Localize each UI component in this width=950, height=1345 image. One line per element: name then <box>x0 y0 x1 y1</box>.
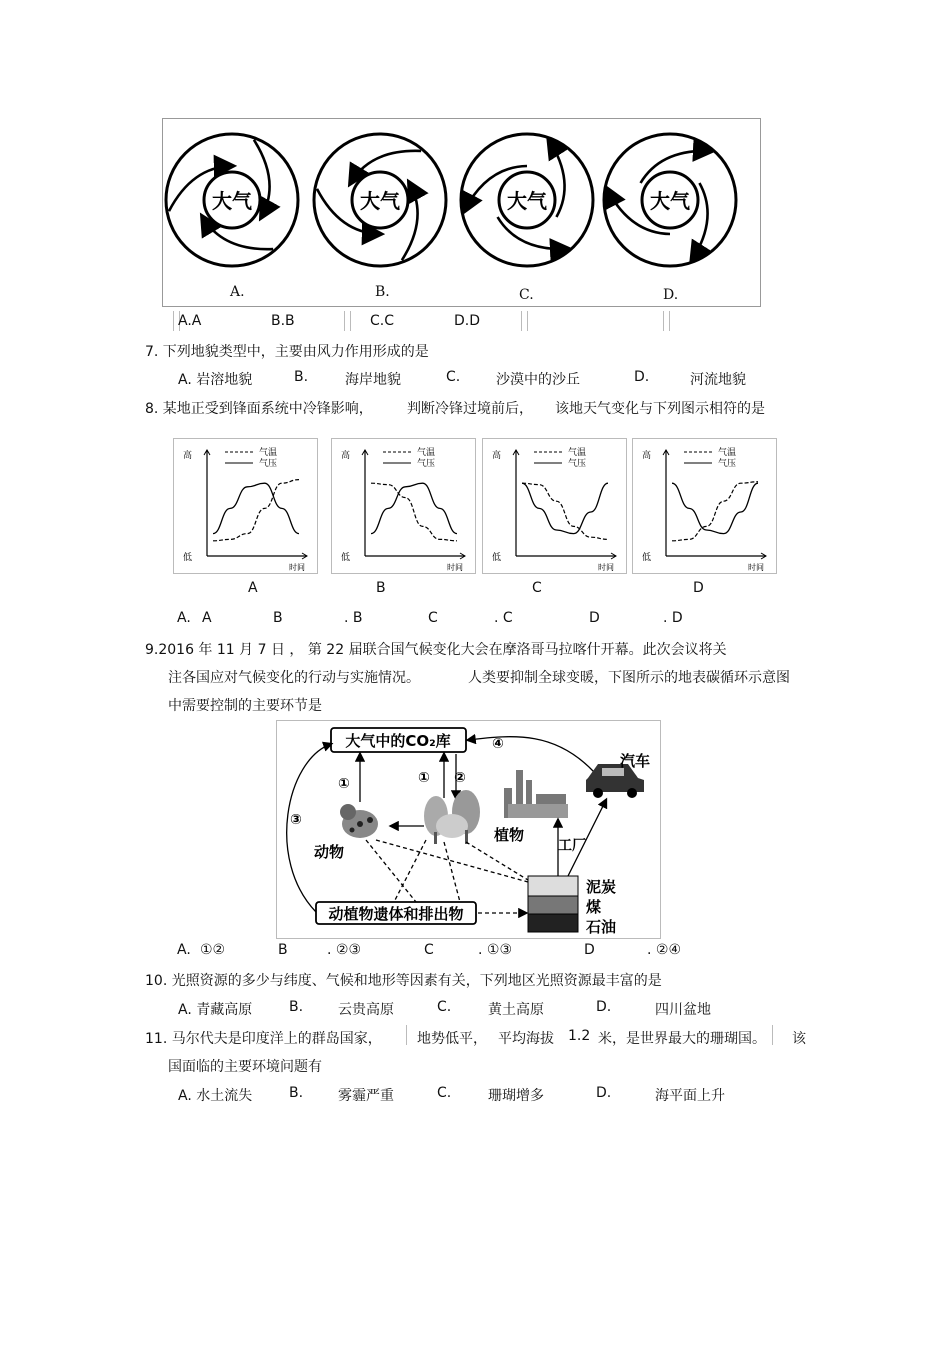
q11-option-b-text[interactable]: 雾霾严重 <box>338 1088 394 1104</box>
q7-option-b-text[interactable]: 海岸地貌 <box>345 372 401 388</box>
q8-stem-3: 该地天气变化与下列图示相符的是 <box>555 401 765 417</box>
axis-time: 时间 <box>598 563 614 572</box>
atmosphere-label: 大气 <box>650 189 690 213</box>
q9-option-b[interactable]: . ②③ <box>327 942 362 958</box>
q8-option-d-letter[interactable]: D <box>589 610 600 626</box>
q11-option-d-letter[interactable]: D. <box>596 1085 612 1101</box>
q7-stem: 7. 下列地貌类型中，主要由风力作用形成的是 <box>145 344 429 360</box>
q7-option-c-text[interactable]: 沙漠中的沙丘 <box>496 372 580 388</box>
factory-icon <box>504 770 568 818</box>
axis-low: 低 <box>341 553 351 563</box>
q9-option-d-letter[interactable]: D <box>584 942 595 958</box>
q10-option-c-letter[interactable]: C. <box>437 999 452 1015</box>
axis-high: 高 <box>492 451 502 461</box>
q11-stem-2: 地势低平， <box>417 1031 487 1047</box>
divider <box>772 1025 774 1045</box>
q10-option-d-text[interactable]: 四川盆地 <box>655 1002 711 1018</box>
animal-label: 动物 <box>314 843 345 861</box>
q9-stem-line2a: 注各国应对气候变化的行动与实施情况。 <box>168 670 420 686</box>
q9-option-c-letter[interactable]: C <box>424 942 434 958</box>
q7-option-b-letter[interactable]: B. <box>294 369 309 385</box>
q7-option-a[interactable]: A. 岩溶地貌 <box>178 372 253 388</box>
pressure-curve <box>522 483 608 533</box>
cycle-panel <box>166 134 298 266</box>
weather-charts <box>170 438 780 580</box>
q8-option-a[interactable]: A <box>202 610 212 626</box>
atmosphere-cycle-figure <box>162 118 762 308</box>
axis-low: 低 <box>492 553 502 563</box>
q8-stem-1: 8. 某地正受到锋面系统中冷锋影响， <box>145 401 373 417</box>
legend-pressure: 气压 <box>568 459 587 469</box>
car-label: 汽车 <box>620 752 651 770</box>
q10-option-d-letter[interactable]: D. <box>596 999 612 1015</box>
q9-option-a[interactable]: ①② <box>200 942 226 958</box>
q9-option-a-letter[interactable]: A. <box>177 942 191 958</box>
cycle-panel <box>461 134 593 266</box>
q9-stem-line3: 中需要控制的主要环节是 <box>168 698 322 714</box>
q8-chart-label-b: B <box>376 580 386 596</box>
divider <box>344 311 351 331</box>
q11-stem-5: 米，是世界最大的珊瑚国。 <box>598 1031 766 1047</box>
weather-chart <box>174 439 318 574</box>
q10-option-b-letter[interactable]: B. <box>289 999 304 1015</box>
axis-high: 高 <box>183 451 193 461</box>
remains-label: 动植物遗体和排出物 <box>328 905 464 923</box>
q10-option-b-text[interactable]: 云贵高原 <box>338 1002 394 1018</box>
panel-label-a: A. <box>230 284 245 300</box>
factory-label: 工厂 <box>558 838 586 854</box>
tiger-icon <box>340 804 378 838</box>
q10-option-a[interactable]: A. 青藏高原 <box>178 1002 253 1018</box>
q11-stem-3: 平均海拔 <box>498 1031 554 1047</box>
q7-option-c-letter[interactable]: C. <box>446 369 461 385</box>
legend-temp: 气温 <box>259 448 278 458</box>
q8-chart-label-d: D <box>693 580 704 596</box>
weather-chart <box>332 439 476 574</box>
q8-chart-label-a: A <box>248 580 258 596</box>
q11-option-b-letter[interactable]: B. <box>289 1085 304 1101</box>
divider <box>663 311 670 331</box>
panel-label-c: C. <box>519 287 534 303</box>
atmosphere-label: 大气 <box>360 189 400 213</box>
q8-option-b[interactable]: . B <box>344 610 363 626</box>
axis-time: 时间 <box>447 563 463 572</box>
legend-pressure: 气压 <box>417 459 436 469</box>
atmosphere-label: 大气 <box>507 189 547 213</box>
q11-stem-line2: 国面临的主要环境问题有 <box>168 1059 322 1075</box>
oil-label: 石油 <box>586 918 617 936</box>
temp-curve <box>522 483 608 539</box>
mark-1-plant: ① <box>418 770 430 786</box>
q8-option-a-letter[interactable]: A. <box>177 610 191 626</box>
coal-label: 煤 <box>586 898 602 916</box>
q11-option-d-text[interactable]: 海平面上升 <box>655 1088 725 1104</box>
axis-low: 低 <box>642 553 652 563</box>
legend-temp: 气温 <box>417 448 436 458</box>
q11-option-a[interactable]: A. 水土流失 <box>178 1088 253 1104</box>
q10-stem: 10. 光照资源的多少与纬度、气候和地形等因素有关，下列地区光照资源最丰富的是 <box>145 973 662 989</box>
peat-label: 泥炭 <box>586 878 617 896</box>
q11-stem-1: 11. 马尔代夫是印度洋上的群岛国家， <box>145 1031 382 1047</box>
q6-option-c[interactable]: C.C <box>370 313 395 329</box>
mark-3: ③ <box>290 812 302 828</box>
divider <box>521 311 528 331</box>
pressure-curve <box>672 483 758 533</box>
panel-label-d: D. <box>663 287 679 303</box>
mark-4: ④ <box>492 736 504 752</box>
q6-option-b[interactable]: B.B <box>271 313 295 329</box>
axis-time: 时间 <box>748 563 764 572</box>
q7-option-d-letter[interactable]: D. <box>634 369 650 385</box>
carbon-cycle-diagram <box>276 720 662 940</box>
legend-temp: 气温 <box>718 448 737 458</box>
divider <box>406 1025 408 1045</box>
q11-stem-4: 1.2 <box>568 1028 591 1044</box>
q11-option-c-letter[interactable]: C. <box>437 1085 452 1101</box>
q11-option-c-text[interactable]: 珊瑚增多 <box>488 1088 544 1104</box>
cycle-panel <box>314 134 446 266</box>
axis-high: 高 <box>642 451 652 461</box>
q10-option-c-text[interactable]: 黄土高原 <box>488 1002 544 1018</box>
q8-option-c[interactable]: . C <box>494 610 513 626</box>
q8-option-d[interactable]: . D <box>663 610 683 626</box>
q9-option-c[interactable]: . ①③ <box>478 942 513 958</box>
q9-stem-line1: 9.2016 年 11 月 7 日 ， 第 22 届联合国气候变化大会在摩洛哥马拉喀什开幕。此次会议将关 <box>145 642 727 658</box>
q11-stem-6: 该 <box>792 1031 806 1047</box>
pressure-curve <box>213 483 299 533</box>
legend-pressure: 气压 <box>259 459 278 469</box>
atmosphere-label: 大气 <box>212 189 252 213</box>
co2-pool-label: 大气中的CO₂库 <box>345 732 451 750</box>
weather-chart <box>483 439 627 574</box>
q8-option-c-letter[interactable]: C <box>428 610 438 626</box>
q6-option-a[interactable]: A.A <box>178 313 202 329</box>
q9-option-d[interactable]: . ②④ <box>647 942 682 958</box>
axis-time: 时间 <box>289 563 305 572</box>
plant-label: 植物 <box>494 826 525 844</box>
q8-stem-2: 判断冷锋过境前后， <box>407 401 533 417</box>
pressure-curve <box>371 483 457 533</box>
q9-option-b-letter[interactable]: B <box>278 942 288 958</box>
q8-chart-label-c: C <box>532 580 542 596</box>
legend-pressure: 气压 <box>718 459 737 469</box>
cycle-panel <box>604 134 736 266</box>
q8-option-b-letter[interactable]: B <box>273 610 283 626</box>
mark-2: ② <box>454 770 466 786</box>
axis-high: 高 <box>341 451 351 461</box>
mark-1-animal: ① <box>338 776 350 792</box>
q6-option-d[interactable]: D.D <box>454 313 481 329</box>
weather-chart <box>633 439 777 574</box>
q7-option-d-text[interactable]: 河流地貌 <box>690 372 746 388</box>
q9-stem-line2b: 人类要抑制全球变暖，下图所示的地表碳循环示意图 <box>468 670 790 686</box>
panel-label-b: B. <box>375 284 390 300</box>
plant-icon <box>424 790 480 844</box>
axis-low: 低 <box>183 553 193 563</box>
legend-temp: 气温 <box>568 448 587 458</box>
